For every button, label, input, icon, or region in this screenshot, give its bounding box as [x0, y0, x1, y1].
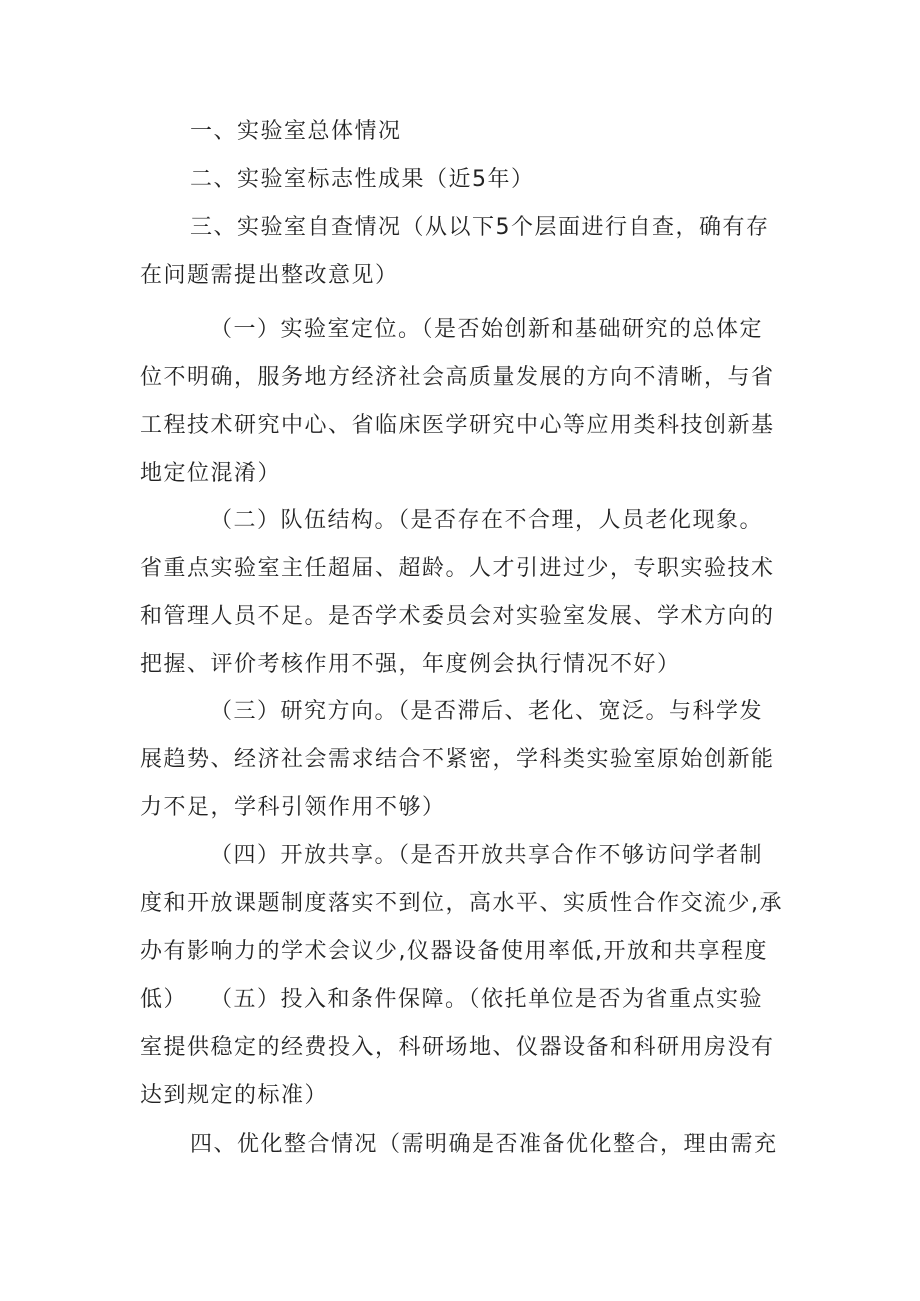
section-heading-4: 四、优化整合情况（需明确是否准备优化整合，理由需充: [190, 1132, 778, 1157]
section-heading-2: 二、实验室标志性成果（近5年）: [190, 167, 535, 192]
section-heading-1: 一、实验室总体情况: [190, 119, 402, 144]
subsection-team-structure: （二）队伍结构。（是否存在不合理，人员老化现象。省重点实验室主任超届、超龄。人才引进过少，专职实验技术和管理人员不足。是否学术委员会对实验室发展、学术方向的把握、评价考核作用不强，年度例会执行情况不好）: [140, 508, 775, 677]
section-heading-3: 三、实验室自查情况（从以下5个层面进行自查，确有存在问题需提出整改意见）: [140, 215, 770, 288]
subsection-open-sharing: （四）开放共享。（是否开放共享合作不够访问学者制度和开放课题制度落实不到位，高水平、实质性合作交流少,承办有影响力的学术会议少,仪器设备使用率低,开放和共享程度低）: [140, 843, 783, 1012]
subsection-research-direction: （三）研究方向。（是否滞后、老化、宽泛。与科学发展趋势、经济社会需求结合不紧密，学科类实验室原始创新能力不足，学科引领作用不够）: [140, 699, 775, 820]
subsection-investment-support: （五）投入和条件保障。（依托单位是否为省重点实验室提供稳定的经费投入，科研场地、仪器设备和科研用房没有达到规定的标准）: [140, 987, 775, 1108]
subsection-positioning: （一）实验室定位。（是否始创新和基础研究的总体定位不明确，服务地方经济社会高质量发展的方向不清晰，与省工程技术研究中心、省临床医学研究中心等应用类科技创新基地定位混淆）: [140, 317, 775, 486]
